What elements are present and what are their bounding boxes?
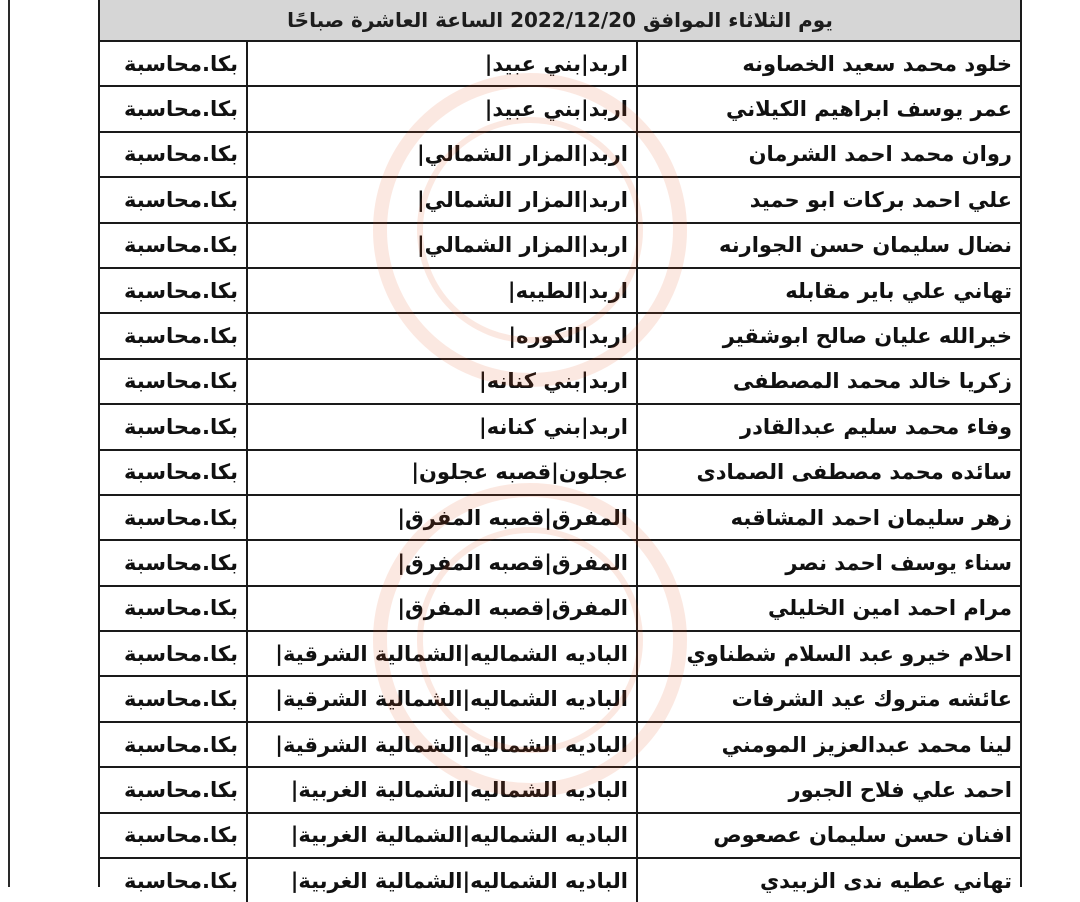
- student-name: عائشه متروك عيد الشرفات: [637, 676, 1020, 721]
- candidates-table: [100, 42, 1020, 902]
- specialty-cell: بكا.محاسبة: [100, 676, 247, 721]
- specialty-cell: بكا.محاسبة: [100, 132, 247, 177]
- table-row: [100, 404, 1020, 449]
- specialty-cell: بكا.محاسبة: [100, 586, 247, 631]
- student-name: علي احمد بركات ابو حميد: [637, 177, 1020, 222]
- student-name: لينا محمد عبدالعزيز المومني: [637, 722, 1020, 767]
- student-name: تهاني علي باير مقابله: [637, 268, 1020, 313]
- region-cell: اربد|بني كنانه|: [247, 404, 637, 449]
- specialty-cell: بكا.محاسبة: [100, 359, 247, 404]
- table-row: [100, 540, 1020, 585]
- specialty-cell: بكا.محاسبة: [100, 404, 247, 449]
- table-row: [100, 586, 1020, 631]
- table-row: [100, 177, 1020, 222]
- specialty-cell: بكا.محاسبة: [100, 86, 247, 131]
- student-name: احمد علي فلاح الجبور: [637, 767, 1020, 812]
- table-row: [100, 359, 1020, 404]
- table-row: [100, 676, 1020, 721]
- student-name: خيرالله عليان صالح ابوشقير: [637, 313, 1020, 358]
- table-row: [100, 268, 1020, 313]
- region-cell: اربد|بني عبيد|: [247, 86, 637, 131]
- student-name: سناء يوسف احمد نصر: [637, 540, 1020, 585]
- table-row: [100, 86, 1020, 131]
- region-cell: اربد|بني كنانه|: [247, 359, 637, 404]
- region-cell: الباديه الشماليه|الشمالية الشرقية|: [247, 676, 637, 721]
- region-cell: اربد|الطيبه|: [247, 268, 637, 313]
- table-row: [100, 313, 1020, 358]
- table-row: [100, 767, 1020, 812]
- table-row: [100, 450, 1020, 495]
- schedule-sheet: [98, 0, 1022, 893]
- region-cell: اربد|المزار الشمالي|: [247, 223, 637, 268]
- region-cell: اربد|بني عبيد|: [247, 42, 637, 86]
- student-name: عمر يوسف ابراهيم الكيلاني: [637, 86, 1020, 131]
- specialty-cell: بكا.محاسبة: [100, 223, 247, 268]
- session-header: يوم الثلاثاء الموافق 2022/12/20 الساعة العاشرة صباحًا: [100, 0, 1020, 42]
- table-row: [100, 42, 1020, 86]
- specialty-cell: بكا.محاسبة: [100, 450, 247, 495]
- specialty-cell: بكا.محاسبة: [100, 495, 247, 540]
- region-cell: المفرق|قصبه المفرق|: [247, 540, 637, 585]
- specialty-cell: بكا.محاسبة: [100, 268, 247, 313]
- student-name: تهاني عطيه ندى الزبيدي: [637, 858, 1020, 902]
- table-row: [100, 813, 1020, 858]
- student-name: زهر سليمان احمد المشاقبه: [637, 495, 1020, 540]
- region-cell: اربد|المزار الشمالي|: [247, 132, 637, 177]
- student-name: سائده محمد مصطفى الصمادى: [637, 450, 1020, 495]
- specialty-cell: بكا.محاسبة: [124, 51, 238, 76]
- region-cell: الباديه الشماليه|الشمالية الغربية|: [247, 813, 637, 858]
- specialty-cell: بكا.محاسبة: [100, 313, 247, 358]
- specialty-cell: بكا.محاسبة: [100, 631, 247, 676]
- student-name: احلام خيرو عبد السلام شطناوي: [637, 631, 1020, 676]
- specialty-cell: بكا.محاسبة: [100, 813, 247, 858]
- region-cell: الباديه الشماليه|الشمالية الشرقية|: [247, 722, 637, 767]
- table-row: [100, 631, 1020, 676]
- page-edge-rule: [8, 0, 10, 887]
- table-row: [100, 223, 1020, 268]
- student-name: خلود محمد سعيد الخصاونه: [637, 42, 1020, 86]
- table-row: [100, 132, 1020, 177]
- student-name: زكريا خالد محمد المصطفى: [637, 359, 1020, 404]
- student-name: مرام احمد امين الخليلي: [637, 586, 1020, 631]
- specialty-cell: بكا.محاسبة: [100, 767, 247, 812]
- table-row: [100, 722, 1020, 767]
- specialty-cell: بكا.محاسبة: [100, 858, 247, 902]
- region-cell: اربد|المزار الشمالي|: [247, 177, 637, 222]
- region-cell: المفرق|قصبه المفرق|: [247, 586, 637, 631]
- specialty-cell: بكا.محاسبة: [100, 177, 247, 222]
- region-cell: المفرق|قصبه المفرق|: [247, 495, 637, 540]
- region-cell: الباديه الشماليه|الشمالية الشرقية|: [247, 631, 637, 676]
- region-cell: اربد|الكوره|: [247, 313, 637, 358]
- specialty-cell: بكا.محاسبة: [100, 722, 247, 767]
- student-name: روان محمد احمد الشرمان: [637, 132, 1020, 177]
- student-name: نضال سليمان حسن الجوارنه: [637, 223, 1020, 268]
- student-name: وفاء محمد سليم عبدالقادر: [637, 404, 1020, 449]
- table-row: [100, 495, 1020, 540]
- region-cell: عجلون|قصبه عجلون|: [247, 450, 637, 495]
- table-row: [100, 858, 1020, 902]
- region-cell: الباديه الشماليه|الشمالية الغربية|: [247, 767, 637, 812]
- region-cell: الباديه الشماليه|الشمالية الغربية|: [247, 858, 637, 902]
- student-name: افنان حسن سليمان عصعوص: [637, 813, 1020, 858]
- specialty-cell: بكا.محاسبة: [100, 540, 247, 585]
